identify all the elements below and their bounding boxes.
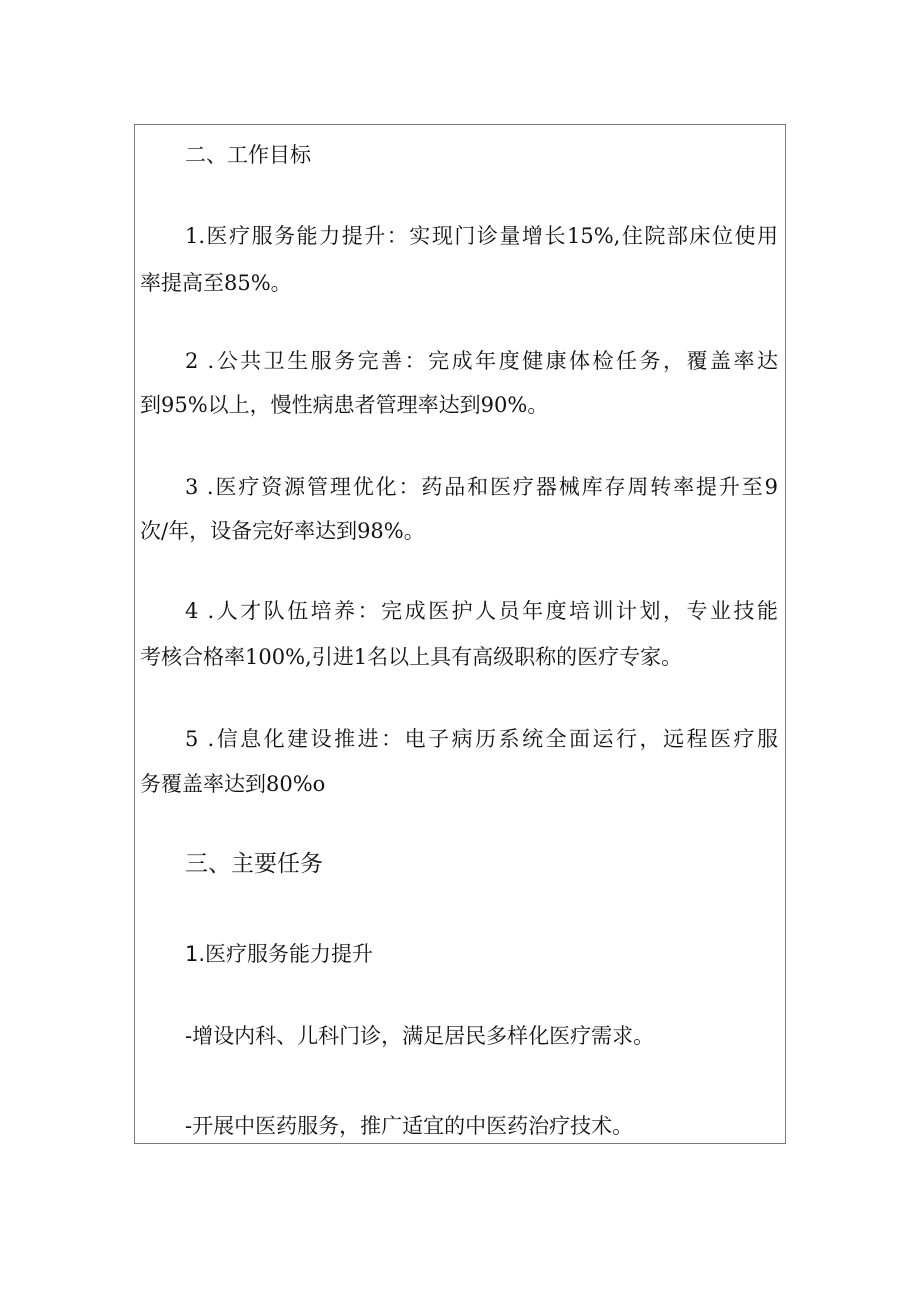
- goal-3-line-2: 次/年，设备完好率达到98%。: [140, 519, 425, 543]
- goal-1-line-2: 率提高至85%。: [140, 271, 292, 295]
- goal-5-line-2: 务覆盖率达到80%o: [140, 772, 326, 796]
- section-three-title: 三、主要任务: [185, 851, 323, 877]
- goal-2-line-1: 2 .公共卫生服务完善：完成年度健康体检任务，覆盖率达: [185, 349, 778, 373]
- section-three-subtitle: 1.医疗服务能力提升: [185, 942, 374, 966]
- goal-4-line-2: 考核合格率100%,引进1名以上具有高级职称的医疗专家。: [140, 645, 683, 669]
- document-frame: [134, 124, 786, 1144]
- goal-4-line-1: 4 .人才队伍培养：完成医护人员年度培训计划，专业技能: [185, 599, 778, 623]
- section-two-title: 二、工作目标: [185, 143, 311, 167]
- goal-3-line-1: 3 .医疗资源管理优化：药品和医疗器械库存周转率提升至9: [185, 475, 778, 499]
- goal-1-line-1: 1.医疗服务能力提升：实现门诊量增长15%,住院部床位使用: [185, 224, 778, 248]
- task-item-1: -增设内科、儿科门诊，满足居民多样化医疗需求。: [185, 1024, 655, 1048]
- goal-5-line-1: 5 .信息化建设推进：电子病历系统全面运行，远程医疗服: [185, 727, 778, 751]
- goal-2-line-2: 到95%以上，慢性病患者管理率达到90%。: [140, 393, 549, 417]
- task-item-2: -开展中医药服务，推广适宜的中医药治疗技术。: [185, 1114, 634, 1138]
